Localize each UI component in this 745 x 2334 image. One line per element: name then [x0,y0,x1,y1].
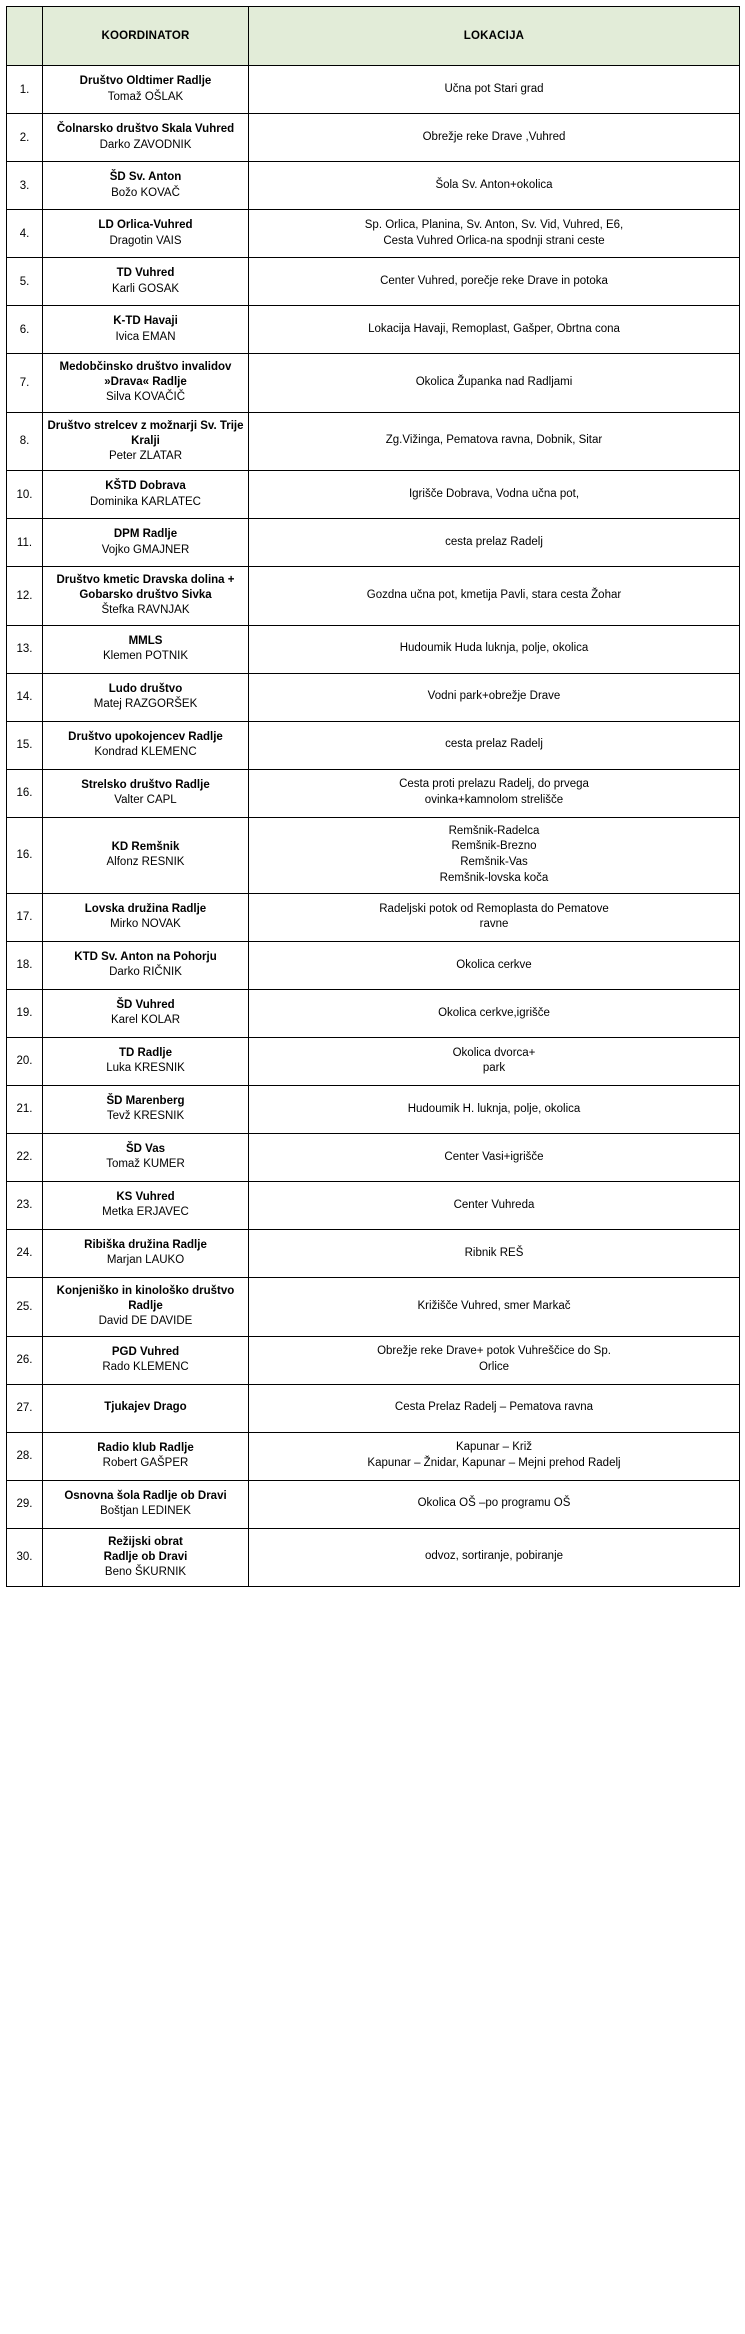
table-body [7,66,740,1587]
organisation-name: Čolnarsko društvo Skala Vuhred [56,123,235,136]
coordinator-cell [43,567,249,626]
location-cell [249,625,740,673]
coordinator-cell [43,66,249,114]
location-line: Cesta Vuhred Orlica-na spodnji strani ceste [383,234,605,247]
location-cell [249,941,740,989]
coordinator-person: Karli GOSAK [111,282,180,295]
coordinator-person: Metka ERJAVEC [102,1206,189,1219]
location-cell [249,1528,740,1587]
coordinator-cell [43,1384,249,1432]
location-cell [249,1336,740,1384]
table-row [7,258,740,306]
table-header [7,7,740,66]
location-line: Hudoumik Huda luknja, polje, okolica [399,642,589,655]
coordinator-cell [43,1037,249,1085]
row-index-cell: 1. [7,66,43,114]
coordinator-person: Božo KOVAČ [111,186,180,199]
coordinator-cell [43,1528,249,1587]
location-line: Učna pot Stari grad [444,82,544,95]
location-line: Sp. Orlica, Planina, Sv. Anton, Sv. Vid, Vuhred, E6, [364,218,624,231]
location-line: Okolica Županka nad Radljami [415,375,573,388]
organisation-name: TD Vuhred [116,267,175,280]
table-row [7,989,740,1037]
document-page [0,6,745,1587]
table-row [7,567,740,626]
location-cell [249,1181,740,1229]
location-line: Hudoumik H. luknja, polje, okolica [407,1102,581,1115]
organisation-name: Konjeniško in kinološko društvo [56,1284,235,1297]
location-cell [249,769,740,817]
coordinator-person: Darko ZAVODNIK [99,138,192,151]
location-cell [249,114,740,162]
coordinator-cell [43,354,249,413]
table-row [7,354,740,413]
row-index-cell: 28. [7,1432,43,1480]
coordinator-person: Tomaž OŠLAK [107,90,184,103]
location-line: Vodni park+obrežje Drave [427,690,561,703]
coordinator-person: Beno ŠKURNIK [104,1565,187,1578]
coordinator-person: Rado KLEMENC [102,1361,189,1373]
table-header-row [7,7,740,66]
location-cell [249,989,740,1037]
coordinator-person: Klemen POTNIK [103,650,188,663]
location-line: Kapunar – Križ [455,1441,533,1454]
location-cell [249,258,740,306]
coordinator-cell [43,941,249,989]
column-header-koordinator: KOORDINATOR [43,7,249,66]
table-row [7,210,740,258]
location-cell [249,817,740,893]
row-index-cell: 16. [7,769,43,817]
row-index-cell: 30. [7,1528,43,1587]
table-row [7,721,740,769]
organisation-name: PGD Vuhred [111,1345,180,1358]
row-index-cell: 4. [7,210,43,258]
location-line: Križišče Vuhred, smer Markač [417,1299,571,1312]
location-line: Center Vasi+igrišče [444,1150,544,1163]
row-index-cell: 15. [7,721,43,769]
table-row [7,1432,740,1480]
table-row [7,519,740,567]
location-line: Remšnik-Vas [460,856,528,869]
location-line: Lokacija Havaji, Remoplast, Gašper, Obrtna cona [368,322,620,335]
location-line: ovinka+kamnolom strelišče [424,794,564,807]
coordinator-cell [43,1480,249,1528]
location-line: Gozdna učna pot, kmetija Pavli, stara cesta Žohar [366,588,622,601]
location-line: Remšnik-lovska koča [439,872,549,885]
location-line: Remšnik-Radelca [448,824,540,837]
location-line: cesta prelaz Radelj [445,535,543,548]
table-row [7,1277,740,1336]
row-index-cell: 17. [7,893,43,941]
organisation-name: Tjukajev Drago [104,1401,187,1414]
organisation-name: MMLS [128,634,163,647]
location-cell [249,162,740,210]
coordinator-cell [43,1432,249,1480]
coordinator-person: Matej RAZGORŠEK [93,698,198,711]
coordinator-person: Marjan LAUKO [106,1254,185,1267]
coordinator-cell [43,210,249,258]
column-header-index [7,7,43,66]
location-line: Okolica OŠ –po programu OŠ [417,1497,571,1510]
row-index-cell: 3. [7,162,43,210]
location-line: Igrišče Dobrava, Vodna učna pot, [408,487,580,500]
coordinator-cell [43,625,249,673]
location-cell [249,1480,740,1528]
coordinator-cell [43,1277,249,1336]
coordinator-cell [43,1229,249,1277]
coordinator-person: Karel KOLAR [110,1014,181,1027]
table-row [7,673,740,721]
location-cell [249,354,740,413]
table-row [7,114,740,162]
coordinator-person: Tomaž KUMER [106,1158,185,1171]
coordinator-person: Tevž KRESNIK [106,1110,185,1123]
coordinator-person: Alfonz RESNIK [106,856,185,869]
coordinator-person: Peter ZLATAR [108,449,183,462]
coordinator-person: Štefka RAVNJAK [101,604,190,617]
row-index-cell: 10. [7,471,43,519]
row-index-cell: 25. [7,1277,43,1336]
table-row [7,162,740,210]
coordinator-person: Boštjan LEDINEK [100,1505,191,1517]
location-line: Okolica cerkve,igrišče [438,1006,550,1019]
organisation-name: »Drava« Radlje [104,376,187,389]
organisation-name: Ribiška družina Radlje [84,1239,207,1252]
organisation-name: Strelsko društvo Radlje [81,778,210,791]
location-line: Ribnik REŠ [464,1246,524,1259]
row-index-cell: 13. [7,625,43,673]
coordinator-cell [43,893,249,941]
coordinators-table [6,6,740,1587]
row-index-cell: 26. [7,1336,43,1384]
location-line: Obrežje reke Drave+ potok Vuhreščice do Sp. [377,1345,611,1358]
row-index-cell: 12. [7,567,43,626]
coordinator-cell [43,1336,249,1384]
organisation-name: Osnovna šola Radlje ob Dravi [64,1489,227,1502]
coordinator-cell [43,673,249,721]
coordinator-person: Dominika KARLATEC [90,495,201,508]
location-line: ravne [479,918,509,931]
organisation-name: K-TD Havaji [113,315,178,328]
table-row [7,66,740,114]
coordinator-person: Luka KRESNIK [106,1062,185,1075]
location-line: Okolica dvorca+ [452,1046,536,1059]
table-row [7,1037,740,1085]
table-row [7,1229,740,1277]
organisation-name: Društvo Oldtimer Radlje [79,75,212,88]
location-cell [249,66,740,114]
coordinator-cell [43,1085,249,1133]
location-line: Remšnik-Brezno [451,840,537,853]
table-row [7,306,740,354]
location-cell [249,673,740,721]
coordinator-person: Kondrad KLEMENC [94,746,197,759]
location-cell [249,893,740,941]
row-index-cell: 19. [7,989,43,1037]
organisation-name: Radlje ob Dravi [103,1550,188,1563]
location-cell [249,412,740,471]
row-index-cell: 18. [7,941,43,989]
organisation-name: Medobčinsko društvo invalidov [59,361,232,373]
coordinator-person: Mirko NOVAK [110,918,181,931]
organisation-name: KŠTD Dobrava [105,480,186,493]
coordinator-person: Dragotin VAIS [109,234,182,247]
location-line: Kapunar – Žnidar, Kapunar – Mejni prehod Radelj [367,1457,621,1469]
location-line: Center Vuhreda [453,1198,535,1211]
location-cell [249,210,740,258]
table-row [7,769,740,817]
location-cell [249,1085,740,1133]
row-index-cell: 29. [7,1480,43,1528]
location-line: Zg.Vižinga, Pematova ravna, Dobnik, Sitar [385,434,603,447]
coordinator-cell [43,721,249,769]
location-line: Radeljski potok od Remoplasta do Pematove [379,902,609,915]
coordinator-cell [43,412,249,471]
location-cell [249,519,740,567]
location-line: park [482,1062,506,1075]
organisation-name: DPM Radlje [113,528,178,541]
location-line: Obrežje reke Drave ,Vuhred [422,130,566,143]
organisation-name: ŠD Vas [126,1143,165,1156]
organisation-name: ŠD Sv. Anton [109,171,182,184]
organisation-name: Ludo društvo [108,682,183,695]
table-row [7,1480,740,1528]
organisation-name: Režijski obrat [108,1535,183,1548]
row-index-cell: 8. [7,412,43,471]
location-line: cesta prelaz Radelj [445,738,543,751]
organisation-name: Gobarsko društvo Sivka [79,589,212,602]
coordinator-cell [43,1133,249,1181]
location-cell [249,1384,740,1432]
organisation-name: Društvo upokojencev Radlje [68,730,223,743]
location-line: Cesta Prelaz Radelj – Pematova ravna [394,1401,594,1414]
coordinator-cell [43,114,249,162]
organisation-name: KD Remšnik [111,841,180,854]
coordinator-person: Ivica EMAN [115,330,176,343]
coordinator-cell [43,1181,249,1229]
table-row [7,1384,740,1432]
row-index-cell: 27. [7,1384,43,1432]
coordinator-person: Robert GAŠPER [102,1457,189,1469]
coordinator-person: Vojko GMAJNER [101,543,190,556]
coordinator-person: David DE DAVIDE [98,1315,193,1328]
location-line: Okolica cerkve [456,958,532,971]
row-index-cell: 11. [7,519,43,567]
coordinator-cell [43,306,249,354]
organisation-name: Društvo strelcev z možnarji Sv. Trije [47,419,244,432]
row-index-cell: 14. [7,673,43,721]
location-line: Orlice [478,1361,510,1373]
organisation-name: Lovska družina Radlje [84,903,207,916]
row-index-cell: 5. [7,258,43,306]
location-line: Center Vuhred, porečje reke Drave in potoka [380,274,608,287]
row-index-cell: 7. [7,354,43,413]
organisation-name: ŠD Vuhred [116,999,175,1012]
row-index-cell: 23. [7,1181,43,1229]
row-index-cell: 21. [7,1085,43,1133]
coordinator-cell [43,519,249,567]
organisation-name: KS Vuhred [116,1191,175,1204]
location-cell [249,1229,740,1277]
coordinator-cell [43,817,249,893]
coordinator-cell [43,471,249,519]
organisation-name: KTD Sv. Anton na Pohorju [74,951,217,964]
row-index-cell: 6. [7,306,43,354]
location-cell [249,306,740,354]
table-row [7,1336,740,1384]
coordinator-cell [43,769,249,817]
organisation-name: ŠD Marenberg [106,1095,185,1108]
table-row [7,893,740,941]
coordinator-person: Valter CAPL [114,794,177,807]
coordinator-person: Silva KOVAČIČ [105,391,186,404]
location-cell [249,1037,740,1085]
row-index-cell: 24. [7,1229,43,1277]
location-cell [249,721,740,769]
table-row [7,1181,740,1229]
table-row [7,817,740,893]
organisation-name: TD Radlje [118,1047,173,1060]
organisation-name: LD Orlica-Vuhred [98,219,193,232]
table-row [7,1528,740,1587]
organisation-name: Radlje [128,1300,163,1313]
organisation-name: Društvo kmetic Dravska dolina + [56,574,235,587]
table-row [7,625,740,673]
location-cell [249,471,740,519]
row-index-cell: 2. [7,114,43,162]
location-line: Cesta proti prelazu Radelj, do prvega [399,778,589,791]
row-index-cell: 22. [7,1133,43,1181]
location-line: odvoz, sortiranje, pobiranje [424,1550,564,1563]
coordinator-person: Darko RIČNIK [109,966,182,979]
table-row [7,412,740,471]
row-index-cell: 20. [7,1037,43,1085]
table-row [7,941,740,989]
table-row [7,1085,740,1133]
location-line: Šola Sv. Anton+okolica [435,178,553,191]
coordinator-cell [43,258,249,306]
location-cell [249,567,740,626]
location-cell [249,1432,740,1480]
organisation-name: Radio klub Radlje [97,1441,194,1454]
row-index-cell: 16. [7,817,43,893]
column-header-lokacija: LOKACIJA [249,7,740,66]
coordinator-cell [43,989,249,1037]
table-row [7,1133,740,1181]
organisation-name: Kralji [131,434,160,447]
coordinator-cell [43,162,249,210]
location-cell [249,1133,740,1181]
location-cell [249,1277,740,1336]
table-row [7,471,740,519]
